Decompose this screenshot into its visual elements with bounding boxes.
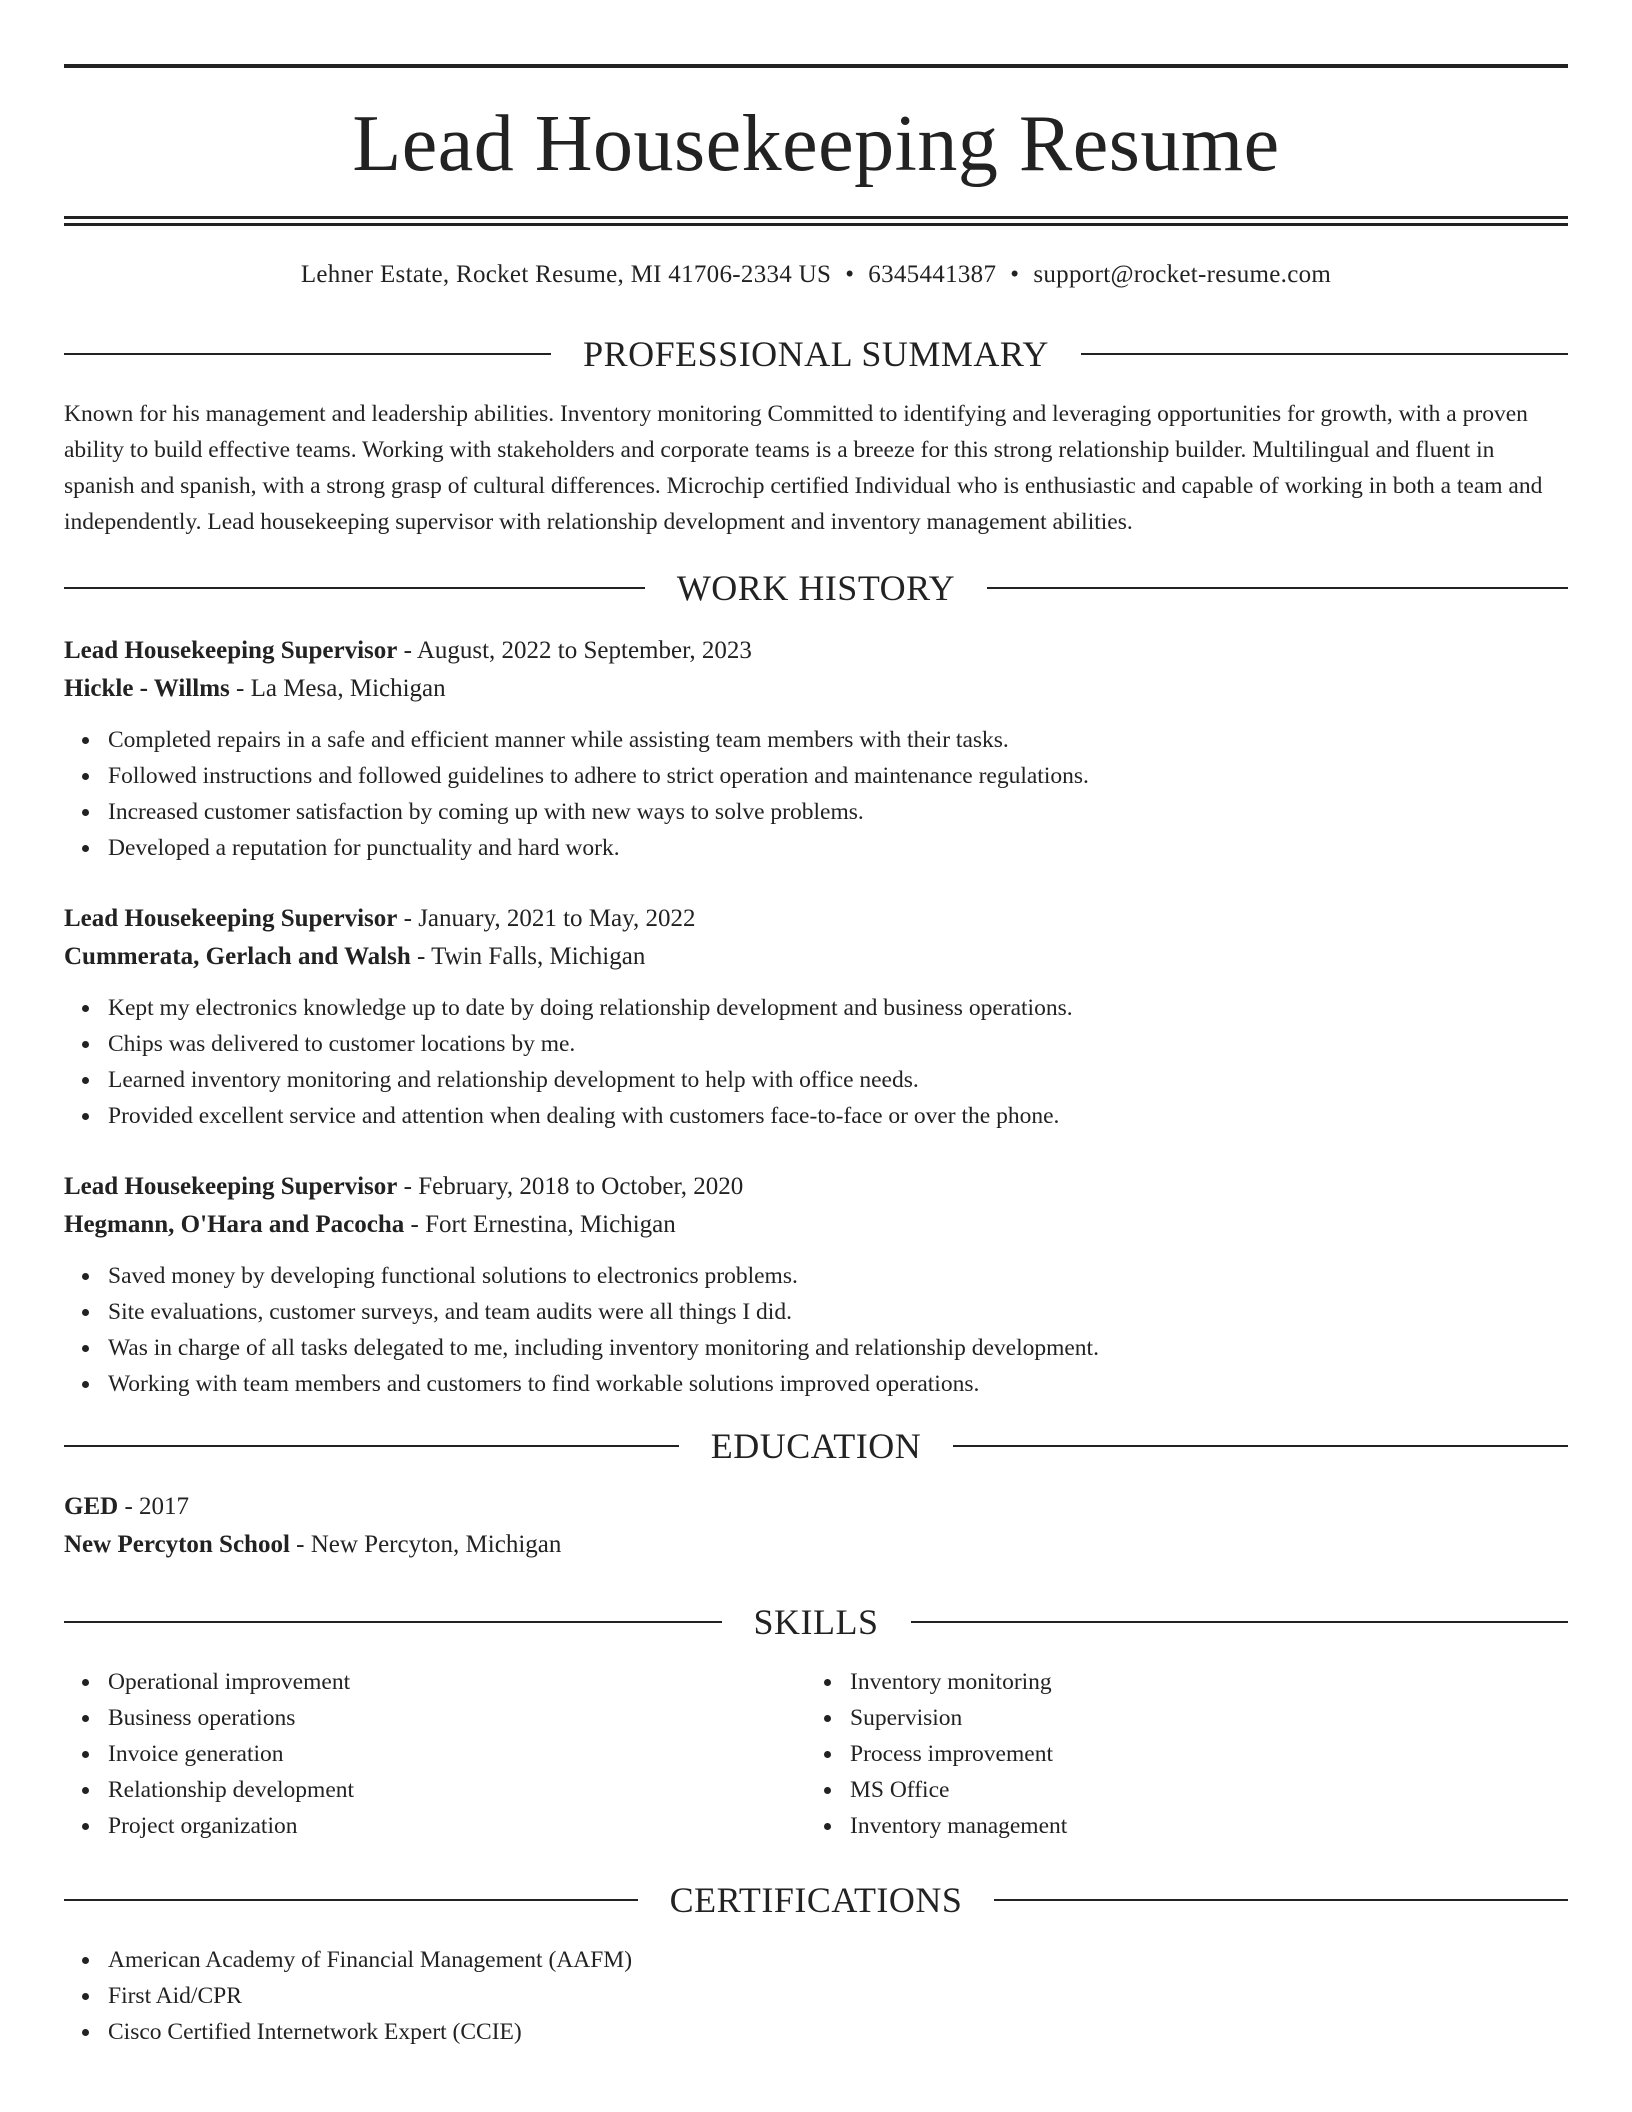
- divider-line: [64, 587, 645, 589]
- list-item: MS Office: [850, 1772, 1548, 1808]
- section-title-certifications: CERTIFICATIONS: [669, 1880, 963, 1920]
- job-location: - Fort Ernestina, Michigan: [404, 1211, 676, 1238]
- job-entry: [64, 1168, 1568, 1402]
- work-history-list: [64, 632, 1568, 1402]
- list-item: Project organization: [108, 1808, 806, 1844]
- education-degree-line: [64, 1488, 1568, 1526]
- list-item: Developed a reputation for punctuality and hard work.: [108, 830, 1568, 866]
- skills-list-right: [806, 1664, 1548, 1844]
- list-item: Was in charge of all tasks delegated to me, including inventory monitoring and relationship development.: [108, 1330, 1568, 1366]
- section-heading-summary: [64, 336, 1568, 372]
- education-location: - New Percyton, Michigan: [289, 1531, 562, 1558]
- job-title-line: [64, 632, 1568, 670]
- section-title-education: EDUCATION: [710, 1426, 922, 1466]
- section-heading-skills: [64, 1604, 1568, 1640]
- job-location: - La Mesa, Michigan: [229, 675, 446, 702]
- job-location: - Twin Falls, Michigan: [410, 943, 646, 970]
- divider-line: [1081, 353, 1568, 355]
- job-company: Cummerata, Gerlach and Walsh: [64, 943, 411, 970]
- job-bullets: [64, 990, 1568, 1134]
- certifications-block: [64, 1942, 1568, 2050]
- job-title-line: [64, 900, 1568, 938]
- job-company: Hickle - Willms: [64, 675, 230, 702]
- list-item: Working with team members and customers to find workable solutions improved operations.: [108, 1366, 1568, 1402]
- job-company-line: [64, 938, 1568, 976]
- section-heading-work: [64, 570, 1568, 606]
- divider-line: [64, 1621, 722, 1623]
- job-bullets: [64, 1258, 1568, 1402]
- education-degree: GED: [64, 1493, 119, 1520]
- list-item: First Aid/CPR: [108, 1978, 1568, 2014]
- divider-line: [987, 587, 1568, 589]
- section-heading-certifications: [64, 1882, 1568, 1918]
- list-item: Relationship development: [108, 1772, 806, 1808]
- divider-line: [64, 1445, 679, 1447]
- summary-paragraph: Known for his management and leadership abilities. Inventory monitoring Committed to identifying and leveraging opportunities for growth, with a proven ability to build effective teams. Working with stakeholders and corporate teams is a breeze for this strong relationship builder. Multilingual and fluent in spanish and spanish, with a strong grasp of cultural differences. Microchip certified Individual who is enthusiastic and capable of working in both a team and independently. Lead housekeeping supervisor with relationship development and inventory management abilities.: [64, 401, 1543, 535]
- contact-phone: 6345441387: [868, 261, 997, 288]
- divider-line: [994, 1899, 1568, 1901]
- job-entry: [64, 632, 1568, 866]
- job-company-line: [64, 670, 1568, 708]
- divider-line: [64, 353, 551, 355]
- divider-line: [953, 1445, 1568, 1447]
- certifications-list: [64, 1942, 1568, 2050]
- title-double-rule: [64, 216, 1568, 226]
- skills-grid: [64, 1664, 1568, 1844]
- resume-title: Lead Housekeeping Resume: [352, 100, 1280, 188]
- education-year: - 2017: [118, 1493, 190, 1520]
- skills-column-right: [806, 1664, 1548, 1844]
- job-entry: [64, 900, 1568, 1134]
- list-item: Saved money by developing functional solutions to electronics problems.: [108, 1258, 1568, 1294]
- skills-column-left: [64, 1664, 806, 1844]
- section-title-skills: SKILLS: [753, 1602, 879, 1642]
- job-title: Lead Housekeeping Supervisor: [64, 1173, 398, 1200]
- top-rule: [64, 64, 1568, 68]
- job-title-line: [64, 1168, 1568, 1206]
- contact-email: support@rocket-resume.com: [1033, 261, 1332, 288]
- list-item: Completed repairs in a safe and efficient manner while assisting team members with their tasks.: [108, 722, 1568, 758]
- list-item: Invoice generation: [108, 1736, 806, 1772]
- list-item: Followed instructions and followed guidelines to adhere to strict operation and maintenance regulations.: [108, 758, 1568, 794]
- job-dates: - February, 2018 to October, 2020: [397, 1173, 744, 1200]
- list-item: Chips was delivered to customer locations by me.: [108, 1026, 1568, 1062]
- list-item: Cisco Certified Internetwork Expert (CCIE): [108, 2014, 1568, 2050]
- contact-separator: •: [845, 261, 855, 288]
- list-item: Business operations: [108, 1700, 806, 1736]
- list-item: Process improvement: [850, 1736, 1548, 1772]
- section-title-summary: PROFESSIONAL SUMMARY: [583, 334, 1049, 374]
- section-title-work: WORK HISTORY: [676, 568, 956, 608]
- list-item: Supervision: [850, 1700, 1548, 1736]
- list-item: Provided excellent service and attention when dealing with customers face-to-face or over the phone.: [108, 1098, 1568, 1134]
- job-company: Hegmann, O'Hara and Pacocha: [64, 1211, 405, 1238]
- list-item: Kept my electronics knowledge up to date by doing relationship development and business operations.: [108, 990, 1568, 1026]
- skills-list-left: [64, 1664, 806, 1844]
- job-company-line: [64, 1206, 1568, 1244]
- job-dates: - August, 2022 to September, 2023: [397, 637, 752, 664]
- education-school: New Percyton School: [64, 1531, 290, 1558]
- list-item: Inventory management: [850, 1808, 1548, 1844]
- contact-separator: •: [1010, 261, 1020, 288]
- list-item: American Academy of Financial Management (AAFM): [108, 1942, 1568, 1978]
- list-item: Learned inventory monitoring and relationship development to help with office needs.: [108, 1062, 1568, 1098]
- divider-line: [911, 1621, 1569, 1623]
- contact-line: [64, 262, 1568, 287]
- list-item: Increased customer satisfaction by coming up with new ways to solve problems.: [108, 794, 1568, 830]
- job-title: Lead Housekeeping Supervisor: [64, 637, 398, 664]
- job-title: Lead Housekeeping Supervisor: [64, 905, 398, 932]
- education-entry: [64, 1488, 1568, 1564]
- job-dates: - January, 2021 to May, 2022: [397, 905, 696, 932]
- section-heading-education: [64, 1428, 1568, 1464]
- list-item: Inventory monitoring: [850, 1664, 1548, 1700]
- list-item: Operational improvement: [108, 1664, 806, 1700]
- education-school-line: [64, 1526, 1568, 1564]
- list-item: Site evaluations, customer surveys, and team audits were all things I did.: [108, 1294, 1568, 1330]
- job-bullets: [64, 722, 1568, 866]
- divider-line: [64, 1899, 638, 1901]
- contact-address: Lehner Estate, Rocket Resume, MI 41706-2334 US: [300, 261, 832, 288]
